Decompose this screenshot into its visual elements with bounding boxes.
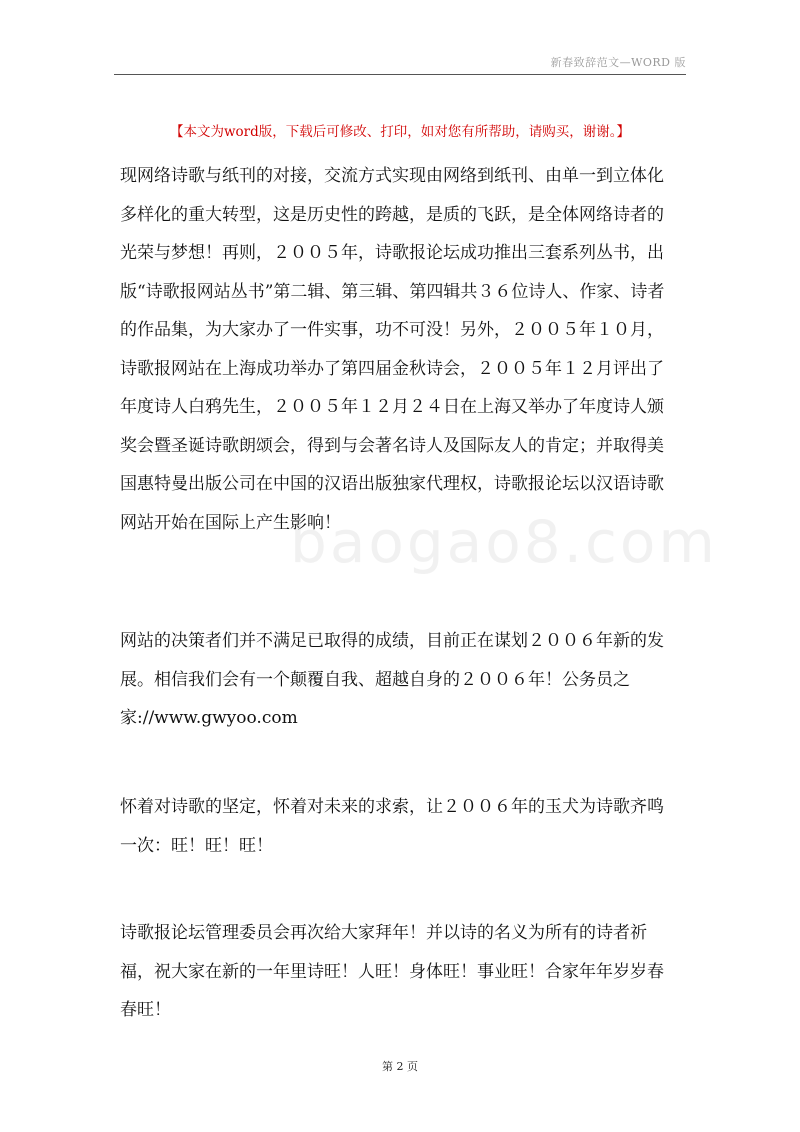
page-header-title: 新春致辞范文—WORD 版 — [550, 56, 686, 69]
paragraph-1: 现网络诗歌与纸刊的对接，交流方式实现由网络到纸刊、由单一到立体化多样化的重大转型，这是历史性的跨越，是质的飞跃，是全体网络诗者的光荣与梦想！再则，２００５年，诗歌报论坛成功推出三套系列丛书，出版“诗歌报网站丛书”第二辑、第三辑、第四辑共３６位诗人、作家、诗者的作品集，为大家办了一件实事，功不可没！另外，２００５年１０月，诗歌报网站在上海成功举办了第四届金秋诗会，２００５年１２月评出了年度诗人白鸦先生，２００５年１２月２４日在上海又举办了年度诗人颁奖会暨圣诞诗歌朗颂会，得到与会著名诗人及国际友人的肯定；并取得美国惠特曼出版公司在中国的汉语出版独家代理权，诗歌报论坛以汉语诗歌网站开始在国际上产生影响！ — [120, 166, 665, 533]
paragraph-4: 诗歌报论坛管理委员会再次给大家拜年！并以诗的名义为所有的诗者祈福，祝大家在新的一年里诗旺！人旺！身体旺！事业旺！合家年年岁岁春春旺！ — [120, 923, 664, 1020]
page-number: 第 2 页 — [382, 1060, 418, 1073]
paragraph-2: 网站的决策者们并不满足已取得的成绩，目前正在谋划２００６年新的发展。相信我们会有一个颠覆自我、超越自身的２００６年！公务员之家://www.gwyoo.com — [120, 631, 664, 728]
header-divider — [114, 74, 686, 75]
download-notice: 【本文为word版，下载后可修改、打印，如对您有所帮助，请购买，谢谢。】 — [169, 124, 631, 140]
paragraph-3: 怀着对诗歌的坚定，怀着对未来的求索，让２００６年的玉犬为诗歌齐鸣一次：旺！旺！旺！ — [120, 797, 664, 856]
watermark: baogao8.com — [290, 508, 718, 576]
